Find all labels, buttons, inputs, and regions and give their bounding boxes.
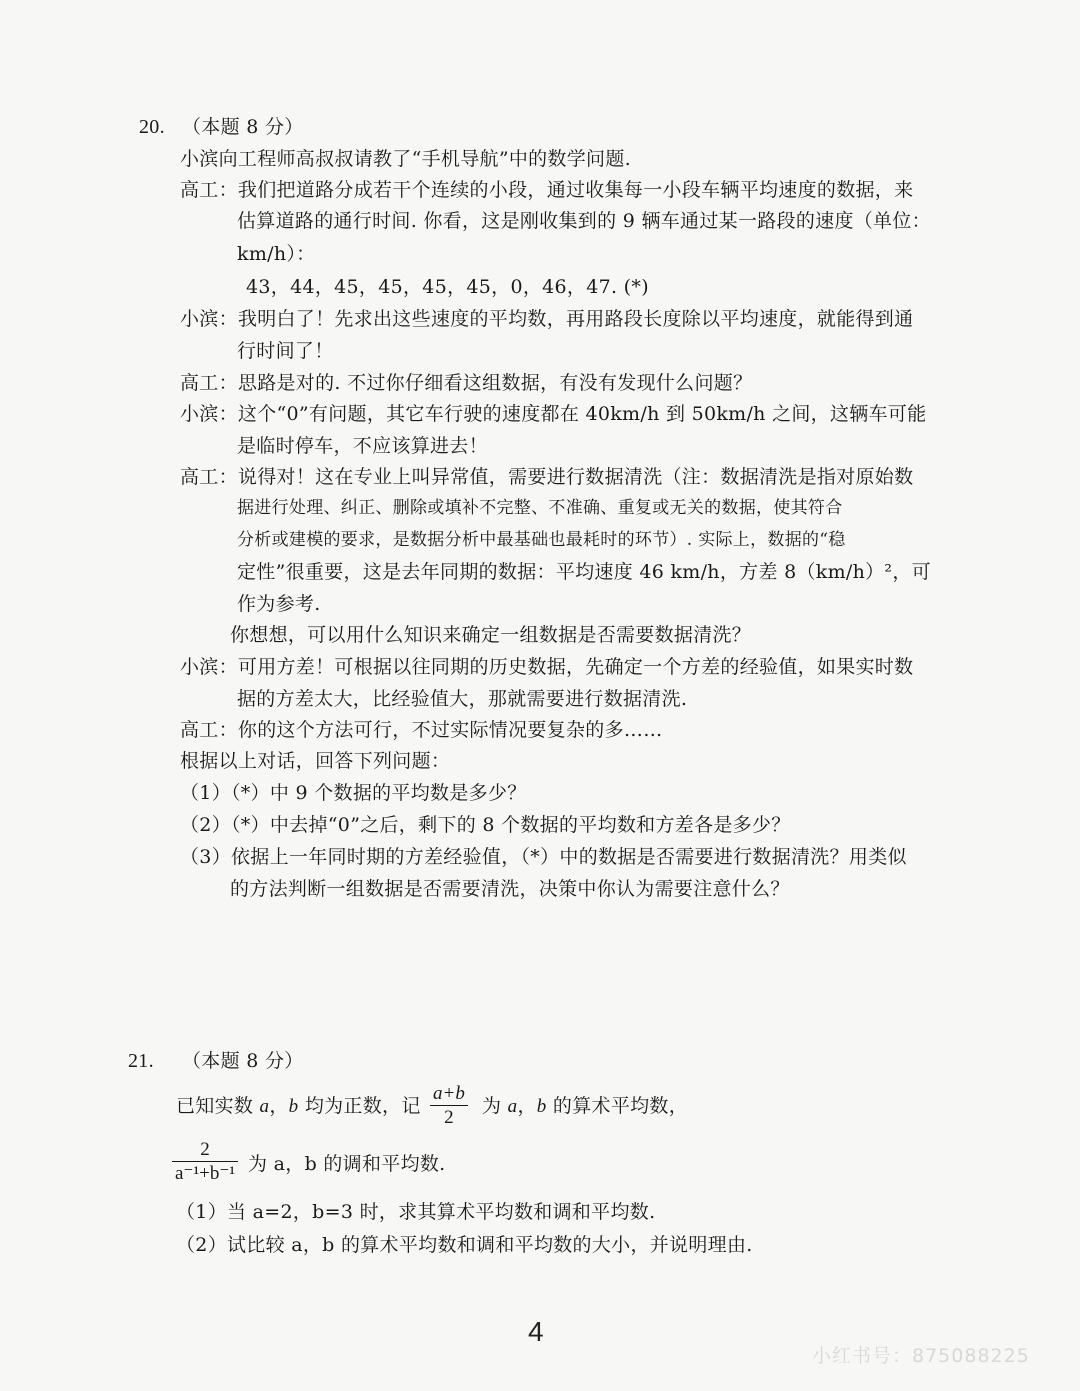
- var-a: a: [259, 1096, 270, 1117]
- q20-line: 你想想，可以用什么知识来确定一组数据是否需要数据清洗？: [230, 624, 752, 646]
- q20-line: 高工：思路是对的. 不过你仔细看这组数据，有没有发现什么问题？: [180, 372, 753, 394]
- q21-text: 均为正数，记: [298, 1095, 421, 1117]
- q20-number: 20.: [139, 116, 165, 138]
- q20-line: 小滨：我明白了！先求出这些速度的平均数，再用路段长度除以平均速度，就能得到通: [180, 308, 914, 330]
- q20-note-line: 据进行处理、纠正、删除或填补不完整、不准确、重复或无关的数据，使其符合: [237, 498, 843, 518]
- q21-subquestion: （2）试比较 a，b 的算术平均数和调和平均数的大小，并说明理由.: [176, 1234, 753, 1256]
- q20-subquestion: 的方法判断一组数据是否需要清洗，决策中你认为需要注意什么？: [230, 878, 790, 900]
- fraction-denominator: 2: [444, 1107, 454, 1128]
- q20-line: 定性”很重要，这是去年同期的数据：平均速度 46 km/h，方差 8（km/h）²，可: [237, 561, 931, 583]
- q20-subquestion: （2）（*）中去掉“0”之后，剩下的 8 个数据的平均数和方差各是多少？: [180, 814, 791, 836]
- q20-line: 高工：说得对！这在专业上叫异常值，需要进行数据清洗（注：数据清洗是指对原始数: [180, 466, 914, 488]
- fraction-numerator: a+b: [433, 1083, 465, 1104]
- q20-line: 高工：我们把道路分成若干个连续的小段，通过收集每一小段车辆平均速度的数据，来: [180, 179, 914, 201]
- var-b: b: [536, 1096, 547, 1117]
- q20-line: 是临时停车，不应该算进去！: [237, 435, 488, 457]
- q21-number: 21.: [128, 1050, 154, 1072]
- q20-note-line: 分析或建模的要求，是数据分析中最基础也最耗时的环节）. 实际上，数据的“稳: [237, 530, 846, 550]
- arithmetic-mean-fraction: [430, 1083, 468, 1130]
- q20-subquestion: （3）依据上一年同时期的方差经验值，（*）中的数据是否需要进行数据清洗？用类似: [180, 846, 907, 868]
- q21-text: 已知实数: [176, 1095, 260, 1117]
- fraction-numerator: 2: [200, 1139, 210, 1160]
- q21-subquestion: （1）当 a=2，b=3 时，求其算术平均数和调和平均数.: [176, 1201, 656, 1223]
- q20-line: 估算道路的通行时间. 你看，这是刚收集到的 9 辆车通过某一路段的速度（单位：: [237, 210, 931, 232]
- q20-points: （本题 8 分）: [182, 116, 304, 138]
- q20-data-set: 43，44，45，45，45，45，0，46，47. (*): [246, 276, 649, 298]
- q21-line2: 为 a，b 的调和平均数.: [248, 1153, 446, 1175]
- q21-line1-tail: [482, 1092, 688, 1121]
- q21-line1: [176, 1092, 421, 1121]
- q21-separator: ，: [269, 1095, 289, 1117]
- q20-subquestion: （1）（*）中 9 个数据的平均数是多少？: [180, 782, 527, 804]
- q21-separator: ，: [517, 1095, 537, 1117]
- q20-line: 作为参考.: [237, 593, 321, 615]
- q20-line: 行时间了！: [237, 340, 334, 362]
- q21-text: 的算术平均数，: [546, 1095, 689, 1117]
- harmonic-mean-fraction: [172, 1139, 238, 1186]
- q20-line: 据的方差太大，比经验值大，那就需要进行数据清洗.: [237, 688, 688, 710]
- q20-line: 小滨：这个“0”有问题，其它车行驶的速度都在 40km/h 到 50km/h 之间，这辆车可能: [180, 403, 927, 425]
- var-b: b: [288, 1096, 299, 1117]
- q20-line: 小滨：可用方差！可根据以往同期的历史数据，先确定一个方差的经验值，如果实时数: [180, 656, 914, 678]
- q20-instruction: 根据以上对话，回答下列问题：: [180, 750, 451, 772]
- page-number: 4: [528, 1316, 544, 1347]
- q20-line: km/h）：: [237, 243, 316, 265]
- fraction-denominator: a⁻¹+b⁻¹: [175, 1163, 236, 1184]
- q21-points: （本题 8 分）: [182, 1050, 304, 1072]
- q20-line: 高工：你的这个方法可行，不过实际情况要复杂的多……: [180, 719, 663, 741]
- q21-text: 为: [482, 1095, 508, 1117]
- q20-line: 小滨向工程师高叔叔请教了“手机导航”中的数学问题.: [180, 148, 631, 170]
- var-a: a: [507, 1096, 518, 1117]
- watermark: 小红书号：875088225: [812, 1345, 1030, 1367]
